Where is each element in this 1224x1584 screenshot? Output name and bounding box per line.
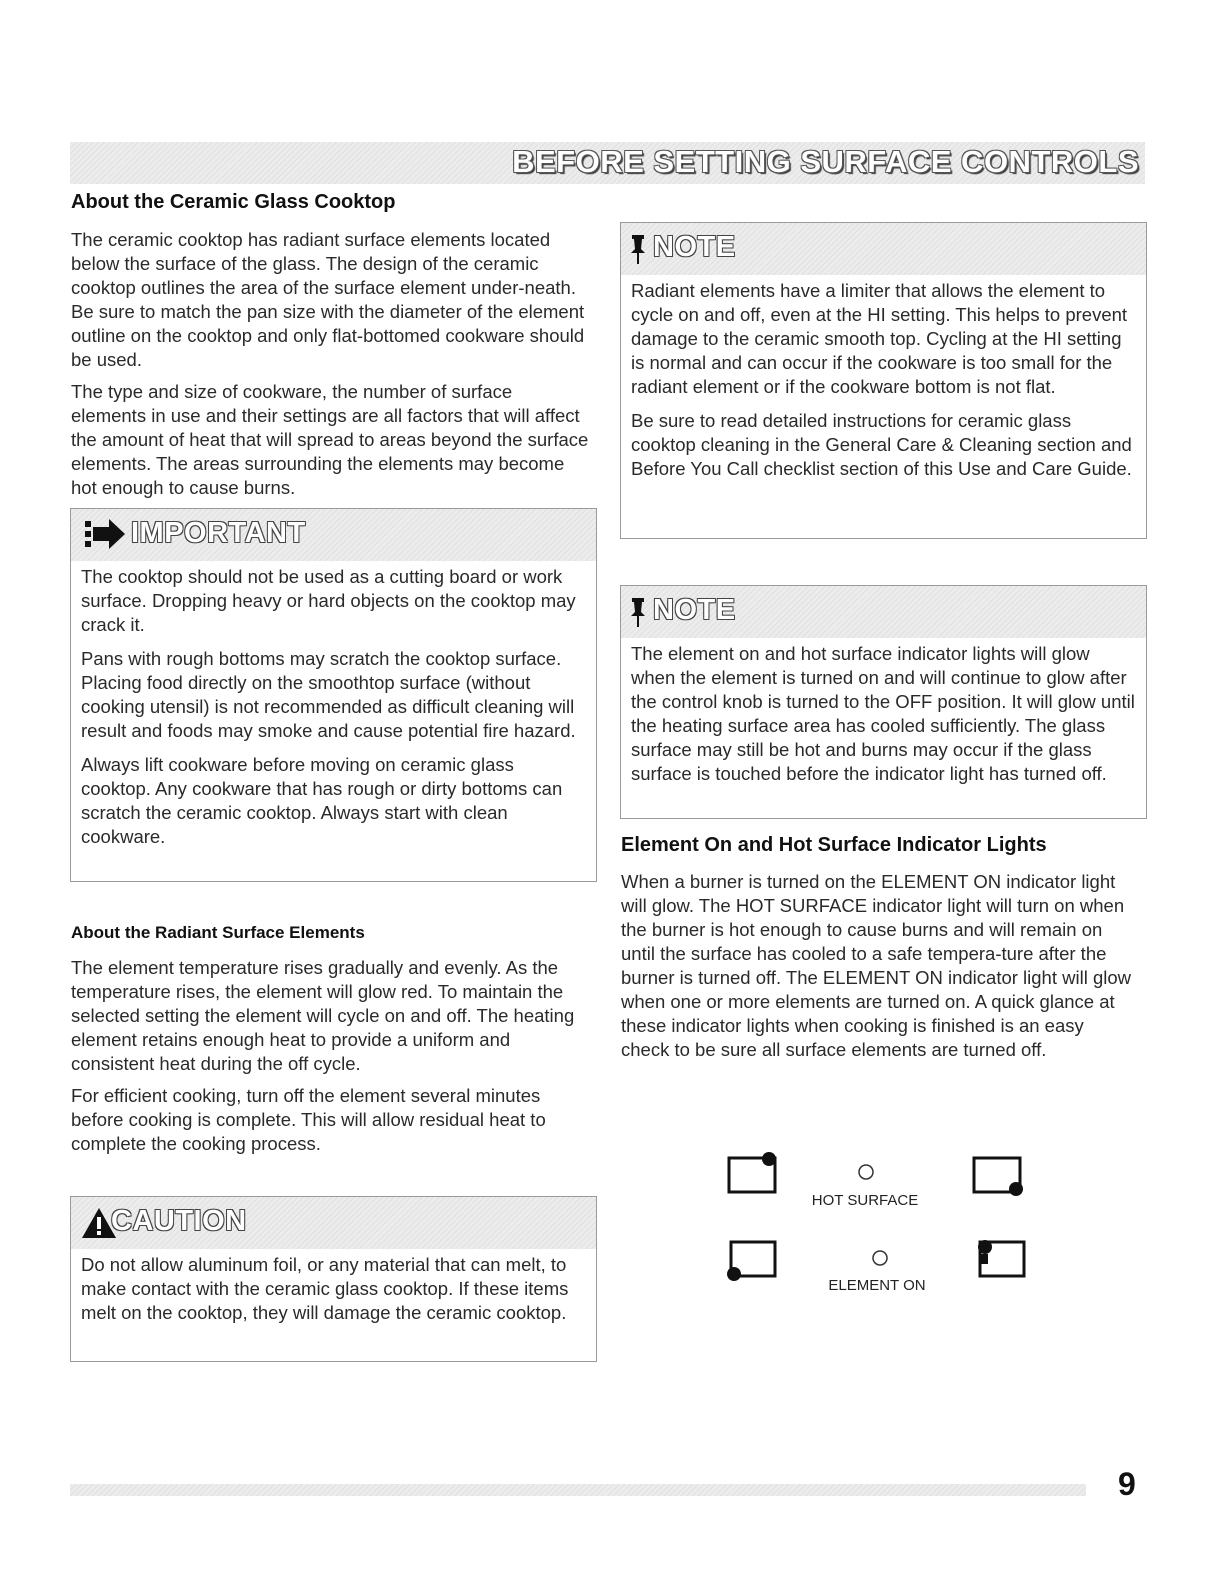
pushpin-icon	[629, 233, 647, 265]
ceramic-paragraph-1: The ceramic cooktop has radiant surface elements located below the surface of the glass. The design of the ceramic cooktop outlines the area of the surface element under-neath. Be sure to match the pan size with the diameter of the element outline on the cooktop and only flat-bottomed cookware should be used.	[71, 229, 585, 370]
element-on-label: ELEMENT ON	[828, 1277, 926, 1294]
section-title: BEFORE SETTING SURFACE CONTROLS	[512, 144, 1139, 179]
ceramic-heading: About the Ceramic Glass Cooktop	[71, 191, 396, 213]
element-left-rear-icon	[725, 1150, 781, 1196]
radiant-paragraph-1: The element temperature rises gradually and evenly. As the temperature rises, the element will glow red. To maintain the selected setting the element will cycle on and off. The heating element retains enough heat to provide a uniform and consistent heat during the off cycle.	[71, 957, 575, 1074]
note-1-paragraph-2: Be sure to read detailed instructions for ceramic glass cooktop cleaning in the General Care & Cleaning section and Before You Call checklist section of this Use and Care Guide.	[631, 410, 1132, 479]
radiant-heading: About the Radiant Surface Elements	[71, 923, 365, 942]
indicators-paragraph-1: When a burner is turned on the ELEMENT ON indicator light will glow. The HOT SURFACE indicator light will turn on when the burner is hot enough to cause burns and will remain on until the surface has cooled to a safe tempera-ture after the burner is turned off. The ELEMENT ON indicator light will glow when one or more elements are turned on. A quick glance at these indicator lights when cooking is finished is an easy check to be sure all surface elements are turned off.	[621, 871, 1132, 1060]
important-label: IMPORTANT	[131, 517, 306, 549]
note-2-label: NOTE	[653, 594, 736, 626]
caution-paragraph-1: Do not allow aluminum foil, or any material that can melt, to make contact with the ceramic glass cooktop. If these items melt on the cooktop, they will damage the ceramic cooktop.	[81, 1254, 569, 1323]
ceramic-paragraph-2: The type and size of cookware, the number of surface elements in use and their settings are all factors that will affect the amount of heat that will spread to areas beyond the surface elements. The areas surrounding the elements may become hot enough to cause burns.	[71, 381, 589, 498]
important-box	[70, 508, 597, 882]
element-right-front-icon	[974, 1238, 1030, 1282]
element-on-light-icon	[870, 1248, 890, 1268]
radiant-paragraph-2: For efficient cooking, turn off the element several minutes before cooking is complete. This will allow residual heat to complete the cooking process.	[71, 1085, 546, 1154]
important-paragraph-1: The cooktop should not be used as a cutting board or work surface. Dropping heavy or hard objects on the cooktop may crack it.	[81, 566, 576, 635]
footer-bar	[70, 1484, 1086, 1496]
important-box-header	[71, 509, 596, 561]
note-box-2	[620, 585, 1147, 819]
element-left-front-icon	[725, 1238, 781, 1282]
caution-label: CAUTION	[111, 1205, 247, 1237]
note-1-label: NOTE	[653, 231, 736, 263]
hot-surface-light-icon	[856, 1162, 876, 1182]
caution-box	[70, 1196, 597, 1362]
important-paragraph-3: Always lift cookware before moving on ceramic glass cooktop. Any cookware that has rough or dirty bottoms can scratch the ceramic cooktop. Always start with clean cookware.	[81, 754, 563, 847]
page-number: 9	[1118, 1466, 1136, 1502]
hot-surface-label: HOT SURFACE	[811, 1192, 919, 1209]
section-header-band	[70, 142, 1145, 184]
note-box-1-header	[621, 223, 1146, 275]
important-paragraph-2: Pans with rough bottoms may scratch the cooktop surface. Placing food directly on the smoothtop surface (without cooking utensil) is not recommended as difficult cleaning will result and foods may smoke and cause potential fire hazard.	[81, 648, 576, 741]
note-box-1	[620, 222, 1147, 539]
note-box-2-header	[621, 586, 1146, 638]
indicators-heading: Element On and Hot Surface Indicator Lights	[621, 834, 1047, 856]
caution-box-header	[71, 1197, 596, 1249]
note-2-paragraph-1: The element on and hot surface indicator lights will glow when the element is turned on and will continue to glow after the control knob is turned to the OFF position. It will glow until the heating surface area has cooled sufficiently. The glass surface may still be hot and burns may occur if the glass surface is touched before the indicator light has turned off.	[631, 643, 1135, 784]
pushpin-icon	[629, 596, 647, 628]
element-right-rear-icon	[970, 1150, 1030, 1196]
arrow-right-icon	[85, 517, 127, 551]
note-1-paragraph-1: Radiant elements have a limiter that allows the element to cycle on and off, even at the HI setting. This helps to prevent damage to the ceramic smooth top. Cycling at the HI setting is normal and can occur if the cookware is too small for the radiant element or if the cookware bottom is not flat.	[631, 280, 1128, 397]
